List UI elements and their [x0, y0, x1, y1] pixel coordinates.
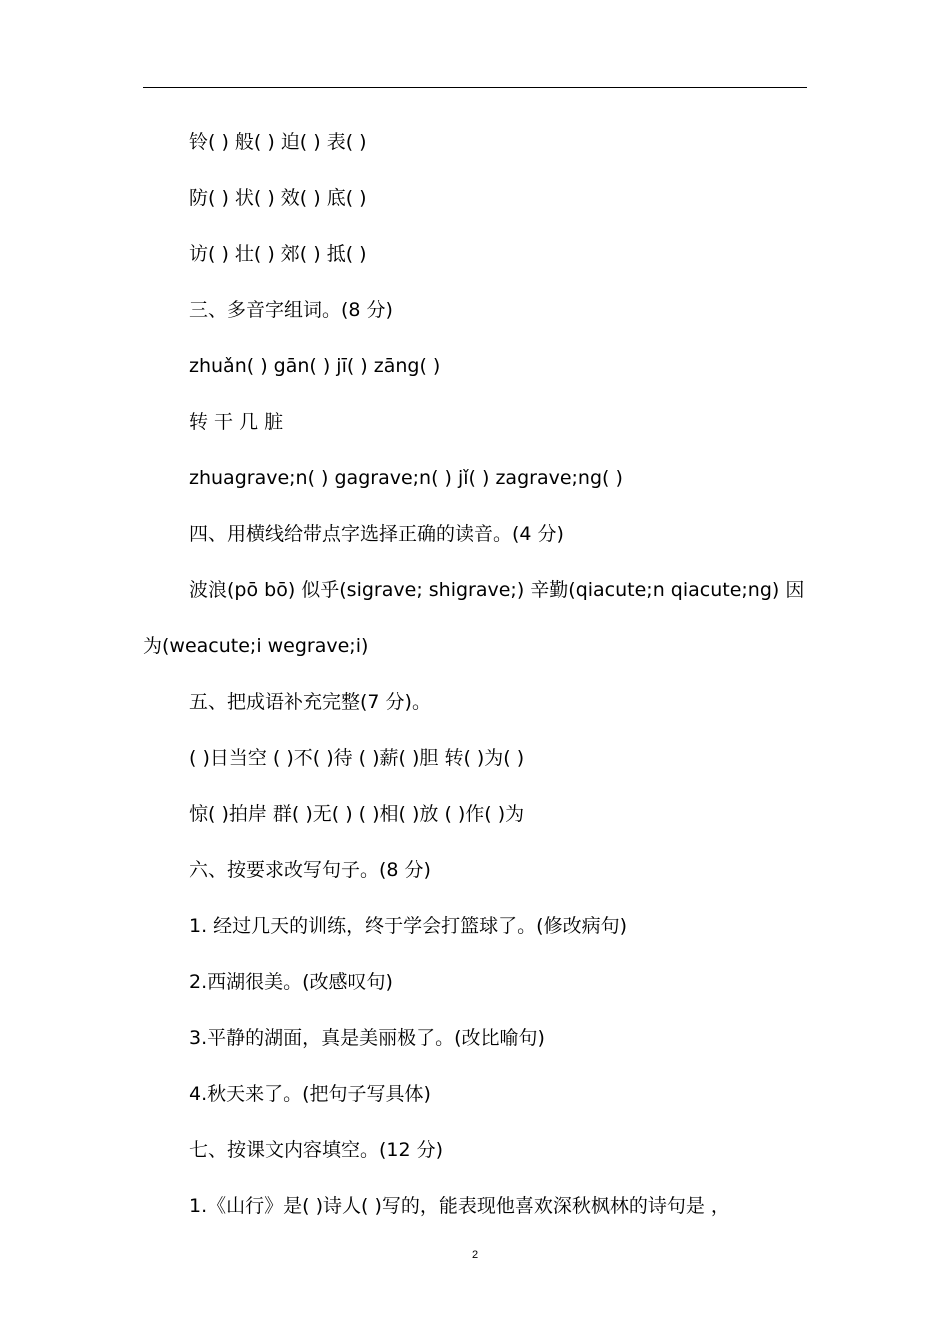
- fill-item-1: 1.《山行》是( )诗人( )写的，能表现他喜欢深秋枫林的诗句是 ，: [189, 1195, 730, 1217]
- line-pinyin-2: zhuagrave;n( ) gagrave;n( ) jǐ( ) zagrave;ng( ): [189, 467, 623, 489]
- line-pinyin-1: zhuǎn( ) gān( ) jī( ) zāng( ): [189, 355, 441, 377]
- line-char-group-1: 铃( ) 般( ) 迫( ) 表( ): [189, 131, 367, 153]
- rewrite-item-4: 4.秋天来了。(把句子写具体): [189, 1083, 431, 1105]
- line-char-group-2: 防( ) 状( ) 效( ) 底( ): [189, 187, 367, 209]
- section-heading-3: 三、多音字组词。(8 分): [189, 299, 393, 321]
- section-heading-4: 四、用横线给带点字选择正确的读音。(4 分): [189, 523, 564, 545]
- header-rule: [143, 87, 807, 88]
- line-idioms-1: ( )日当空 ( )不( )待 ( )薪( )胆 转( )为( ): [189, 747, 525, 769]
- rewrite-item-2: 2.西湖很美。(改感叹句): [189, 971, 393, 993]
- section-heading-7: 七、按课文内容填空。(12 分): [189, 1139, 444, 1161]
- line-char-group-3: 访( ) 壮( ) 郊( ) 抵( ): [189, 243, 367, 265]
- rewrite-item-3: 3.平静的湖面，真是美丽极了。(改比喻句): [189, 1027, 545, 1049]
- line-polyphonic-chars: 转 干 几 脏: [189, 411, 284, 433]
- section-heading-6: 六、按要求改写句子。(8 分): [189, 859, 431, 881]
- line-reading-choices: 波浪(pō bō) 似乎(sigrave; shigrave;) 辛勤(qiacute;n qiacute;ng) 因为(weacute;i wegrave;i): [143, 579, 805, 657]
- page-number: 2: [471, 1249, 479, 1261]
- rewrite-item-1: 1. 经过几天的训练，终于学会打篮球了。(修改病句): [189, 915, 627, 937]
- page-content: [143, 114, 807, 1234]
- line-idioms-2: 惊( )拍岸 群( )无( ) ( )相( )放 ( )作( )为: [189, 803, 525, 825]
- section-heading-5: 五、把成语补充完整(7 分)。: [189, 691, 431, 713]
